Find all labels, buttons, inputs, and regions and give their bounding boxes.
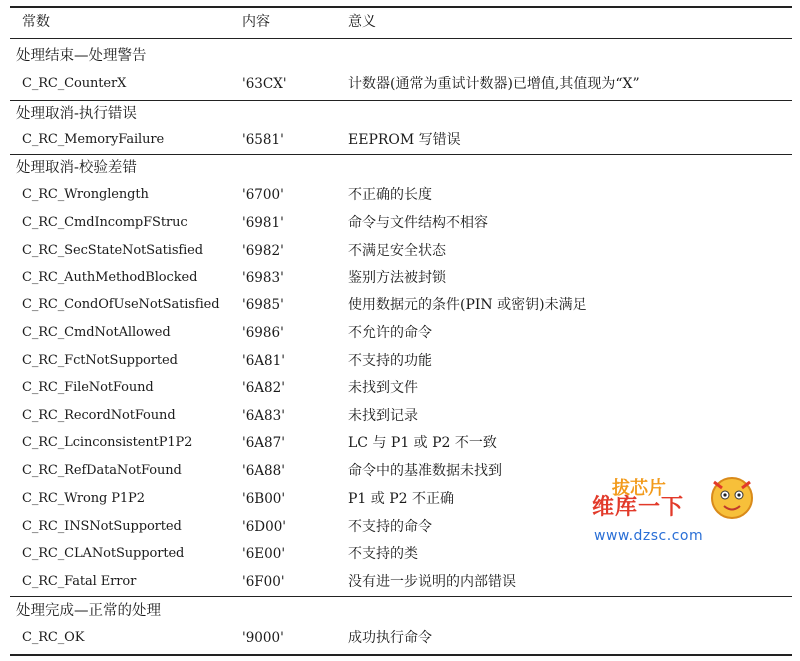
meaning-cell: 不正确的长度 xyxy=(348,187,432,203)
meaning-cell: 成功执行命令 xyxy=(348,630,432,646)
content-cell: '6981' xyxy=(242,215,284,231)
meaning-cell: 命令中的基准数据未找到 xyxy=(348,463,502,479)
table-row xyxy=(10,209,792,237)
section-title-text: 处理取消-执行错误 xyxy=(16,106,137,122)
constant-cell: C_RC_Fatal Error xyxy=(22,574,137,589)
constant-cell: C_RC_Wrong P1P2 xyxy=(22,491,145,506)
table-row xyxy=(10,568,792,596)
content-cell: '6A82' xyxy=(242,380,285,396)
content-cell: '6B00' xyxy=(242,491,286,507)
table-bottom-border xyxy=(10,654,792,656)
content-cell: '6F00' xyxy=(242,574,285,590)
watermark-cn-text: 维库一下 xyxy=(592,495,685,520)
content-cell: '6E00' xyxy=(242,546,286,562)
content-cell: '9000' xyxy=(242,630,284,646)
section-title-text: 处理完成—正常的处理 xyxy=(16,603,161,619)
constant-cell: C_RC_FctNotSupported xyxy=(22,353,178,368)
constant-cell: C_RC_RefDataNotFound xyxy=(22,463,182,478)
watermark-logo xyxy=(592,478,792,560)
section-title-text: 处理取消-校验差错 xyxy=(16,160,137,176)
table-row xyxy=(10,374,792,402)
constant-cell: C_RC_CLANotSupported xyxy=(22,546,185,561)
header-constant: 常数 xyxy=(22,14,50,30)
constant-cell: C_RC_AuthMethodBlocked xyxy=(22,270,198,285)
constant-cell: C_RC_CmdIncompFStruc xyxy=(22,215,188,230)
constant-cell: C_RC_RecordNotFound xyxy=(22,408,176,423)
constant-cell: C_RC_FileNotFound xyxy=(22,380,154,395)
meaning-cell: EEPROM 写错误 xyxy=(348,132,461,148)
section-title xyxy=(10,597,792,625)
constant-cell: C_RC_LcinconsistentP1P2 xyxy=(22,435,193,450)
section-title-text: 处理结束—处理警告 xyxy=(16,48,147,64)
content-cell: '6985' xyxy=(242,297,284,313)
section-title xyxy=(10,154,792,182)
table-row xyxy=(10,70,792,98)
meaning-cell: 未找到记录 xyxy=(348,408,418,424)
header-meaning: 意义 xyxy=(348,14,376,30)
table-row xyxy=(10,624,792,652)
table-row xyxy=(10,402,792,430)
constant-cell: C_RC_MemoryFailure xyxy=(22,132,165,147)
section-title xyxy=(10,100,792,128)
meaning-cell: P1 或 P2 不正确 xyxy=(348,491,455,507)
header-content: 内容 xyxy=(242,14,270,30)
content-cell: '6A81' xyxy=(242,353,285,369)
constant-cell: C_RC_CounterX xyxy=(22,76,127,91)
content-cell: '6983' xyxy=(242,270,284,286)
meaning-cell: 计数器(通常为重试计数器)已增值,其值现为“X” xyxy=(348,76,640,92)
table-row xyxy=(10,237,792,265)
table-row xyxy=(10,291,792,319)
table-row xyxy=(10,264,792,292)
meaning-cell: 不满足安全状态 xyxy=(348,243,446,259)
table-row xyxy=(10,429,792,457)
meaning-cell: 不支持的类 xyxy=(348,546,418,562)
meaning-cell: 没有进一步说明的内部错误 xyxy=(348,574,516,590)
constant-cell: C_RC_OK xyxy=(22,630,85,645)
table-row xyxy=(10,126,792,154)
section-title xyxy=(10,42,792,70)
content-cell: '6581' xyxy=(242,132,284,148)
mascot-icon xyxy=(704,468,760,524)
content-cell: '6982' xyxy=(242,243,284,259)
content-cell: '6700' xyxy=(242,187,284,203)
content-cell: '63CX' xyxy=(242,76,287,92)
constant-cell: C_RC_SecStateNotSatisfied xyxy=(22,243,203,258)
meaning-cell: 不支持的命令 xyxy=(348,519,432,535)
content-cell: '6A88' xyxy=(242,463,285,479)
constant-cell: C_RC_CondOfUseNotSatisfied xyxy=(22,297,220,312)
table-row xyxy=(10,347,792,375)
constant-cell: C_RC_INSNotSupported xyxy=(22,519,182,534)
content-cell: '6986' xyxy=(242,325,284,341)
meaning-cell: 不支持的功能 xyxy=(348,353,432,369)
header-divider xyxy=(10,38,792,39)
table-row xyxy=(10,457,792,485)
table-row xyxy=(10,319,792,347)
meaning-cell: 未找到文件 xyxy=(348,380,418,396)
content-cell: '6A87' xyxy=(242,435,285,451)
constant-cell: C_RC_CmdNotAllowed xyxy=(22,325,171,340)
watermark-top-text: 拔芯片 xyxy=(612,478,666,499)
content-cell: '6D00' xyxy=(242,519,287,535)
table-header-row xyxy=(10,8,792,36)
constant-cell: C_RC_Wronglength xyxy=(22,187,149,202)
meaning-cell: LC 与 P1 或 P2 不一致 xyxy=(348,435,497,451)
table-row xyxy=(10,181,792,209)
watermark-url: www.dzsc.com xyxy=(594,528,704,544)
meaning-cell: 鉴别方法被封锁 xyxy=(348,270,446,286)
meaning-cell: 不允许的命令 xyxy=(348,325,432,341)
content-cell: '6A83' xyxy=(242,408,285,424)
meaning-cell: 使用数据元的条件(PIN 或密钥)未满足 xyxy=(348,297,587,313)
meaning-cell: 命令与文件结构不相容 xyxy=(348,215,488,231)
